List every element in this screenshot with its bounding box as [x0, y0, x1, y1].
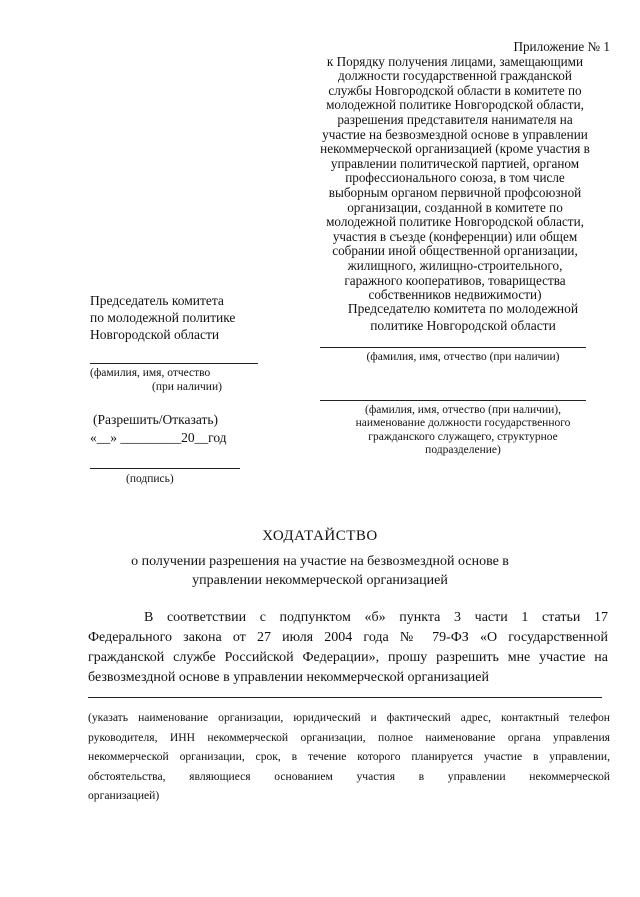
- appendix-line: разрешения представителя нанимателя на: [337, 111, 573, 127]
- appendix-line: выборным органом первичной профсоюзной: [328, 184, 582, 200]
- organization-blank-line[interactable]: [88, 697, 602, 698]
- appendix-line: молодежной политике Новгородской области,: [326, 97, 584, 113]
- addressee-fio-blank[interactable]: [320, 347, 586, 348]
- decision-label: (Разрешить/Отказать): [93, 412, 219, 427]
- appendix-line: некоммерческой организацией (кроме участия в: [320, 141, 590, 157]
- hint-line: руководителя, ИНН некоммерческой организации, полное наименование органа управления: [88, 730, 610, 744]
- hint-line: (указать наименование организации, юридический и фактический адрес, контактный телефон: [88, 711, 610, 724]
- appendix-header: [300, 40, 610, 303]
- appendix-line: гаражного кооперативов, товарищества: [344, 272, 566, 288]
- applicant-hint: (фамилия, имя, отчество (при наличии),: [365, 403, 561, 416]
- appendix-line: молодежной политике Новгородской области,: [326, 214, 584, 230]
- petition-body: [88, 608, 608, 688]
- addressee-line: Председателю комитета по молодежной: [347, 301, 579, 316]
- document-subtitle: [0, 552, 640, 590]
- appendix-line: службы Новгородской области в комитете по: [328, 82, 582, 98]
- appendix-line: к Порядку получения лицами, замещающими: [326, 53, 584, 69]
- fio-hint: (фамилия, имя, отчество: [90, 367, 211, 379]
- applicant-hint: подразделение): [425, 444, 501, 456]
- applicant-blank-line[interactable]: [320, 400, 586, 401]
- fio-hint-cont: (при наличии): [152, 380, 222, 393]
- appendix-line: собственников недвижимости): [368, 287, 542, 303]
- organization-hint: [88, 708, 610, 806]
- body-line: В соответствии с подпунктом «б» пункта 3 части 1 статьи 17: [144, 610, 608, 625]
- appendix-title: Приложение № 1: [513, 39, 610, 54]
- hint-line: обстоятельства, являющиеся основанием участия в управлении некоммерческой: [88, 769, 610, 783]
- fio-blank-line[interactable]: [90, 363, 258, 364]
- body-line: гражданской службе Российской Федерации», прошу разрешить мне участие на: [88, 650, 608, 665]
- signature-blank-line[interactable]: [90, 468, 240, 469]
- chairman-line: Новгородской области: [90, 327, 220, 342]
- body-line: Федерального закона от 27 июля 2004 года № 79-ФЗ «О государственной: [88, 630, 608, 645]
- addressee-line: политике Новгородской области: [370, 318, 556, 333]
- appendix-line: собрании иной общественной организации,: [332, 243, 578, 259]
- hint-line: некоммерческой организации, срок, в течение которого планируется участие в управлении,: [88, 750, 610, 763]
- appendix-line: участия в съезде (конференции) или общем: [332, 228, 578, 244]
- appendix-line: участие на безвозмездной основе в управлении: [322, 126, 588, 142]
- addressee-block: [318, 300, 608, 458]
- approval-block: [90, 292, 280, 487]
- applicant-hint: гражданского служащего, структурное: [368, 430, 558, 443]
- document-title: ХОДАТАЙСТВО: [262, 528, 378, 544]
- appendix-line: должности государственной гражданской: [338, 68, 572, 84]
- appendix-line: организации, созданной в комитете по: [347, 199, 563, 215]
- date-line[interactable]: «__» _________20__год: [90, 430, 227, 445]
- subtitle-line: о получении разрешения на участие на безвозмездной основе в: [131, 554, 509, 569]
- subtitle-line: управлении некоммерческой организацией: [192, 573, 448, 588]
- appendix-line: управлении политической партией, органом: [330, 155, 580, 171]
- hint-line: организацией): [88, 789, 160, 802]
- applicant-hint: наименование должности государственного: [355, 417, 571, 429]
- chairman-line: Председатель комитета: [90, 293, 224, 308]
- chairman-line: по молодежной политике: [90, 310, 236, 325]
- addressee-fio-hint: (фамилия, имя, отчество (при наличии): [366, 351, 560, 363]
- appendix-line: жилищного, жилищно-строительного,: [347, 257, 563, 273]
- appendix-line: профессионального союза, в том числе: [345, 170, 565, 186]
- body-line: безвозмездной основе в управлении некоммерческой организацией: [88, 670, 489, 685]
- signature-hint: (подпись): [126, 473, 174, 485]
